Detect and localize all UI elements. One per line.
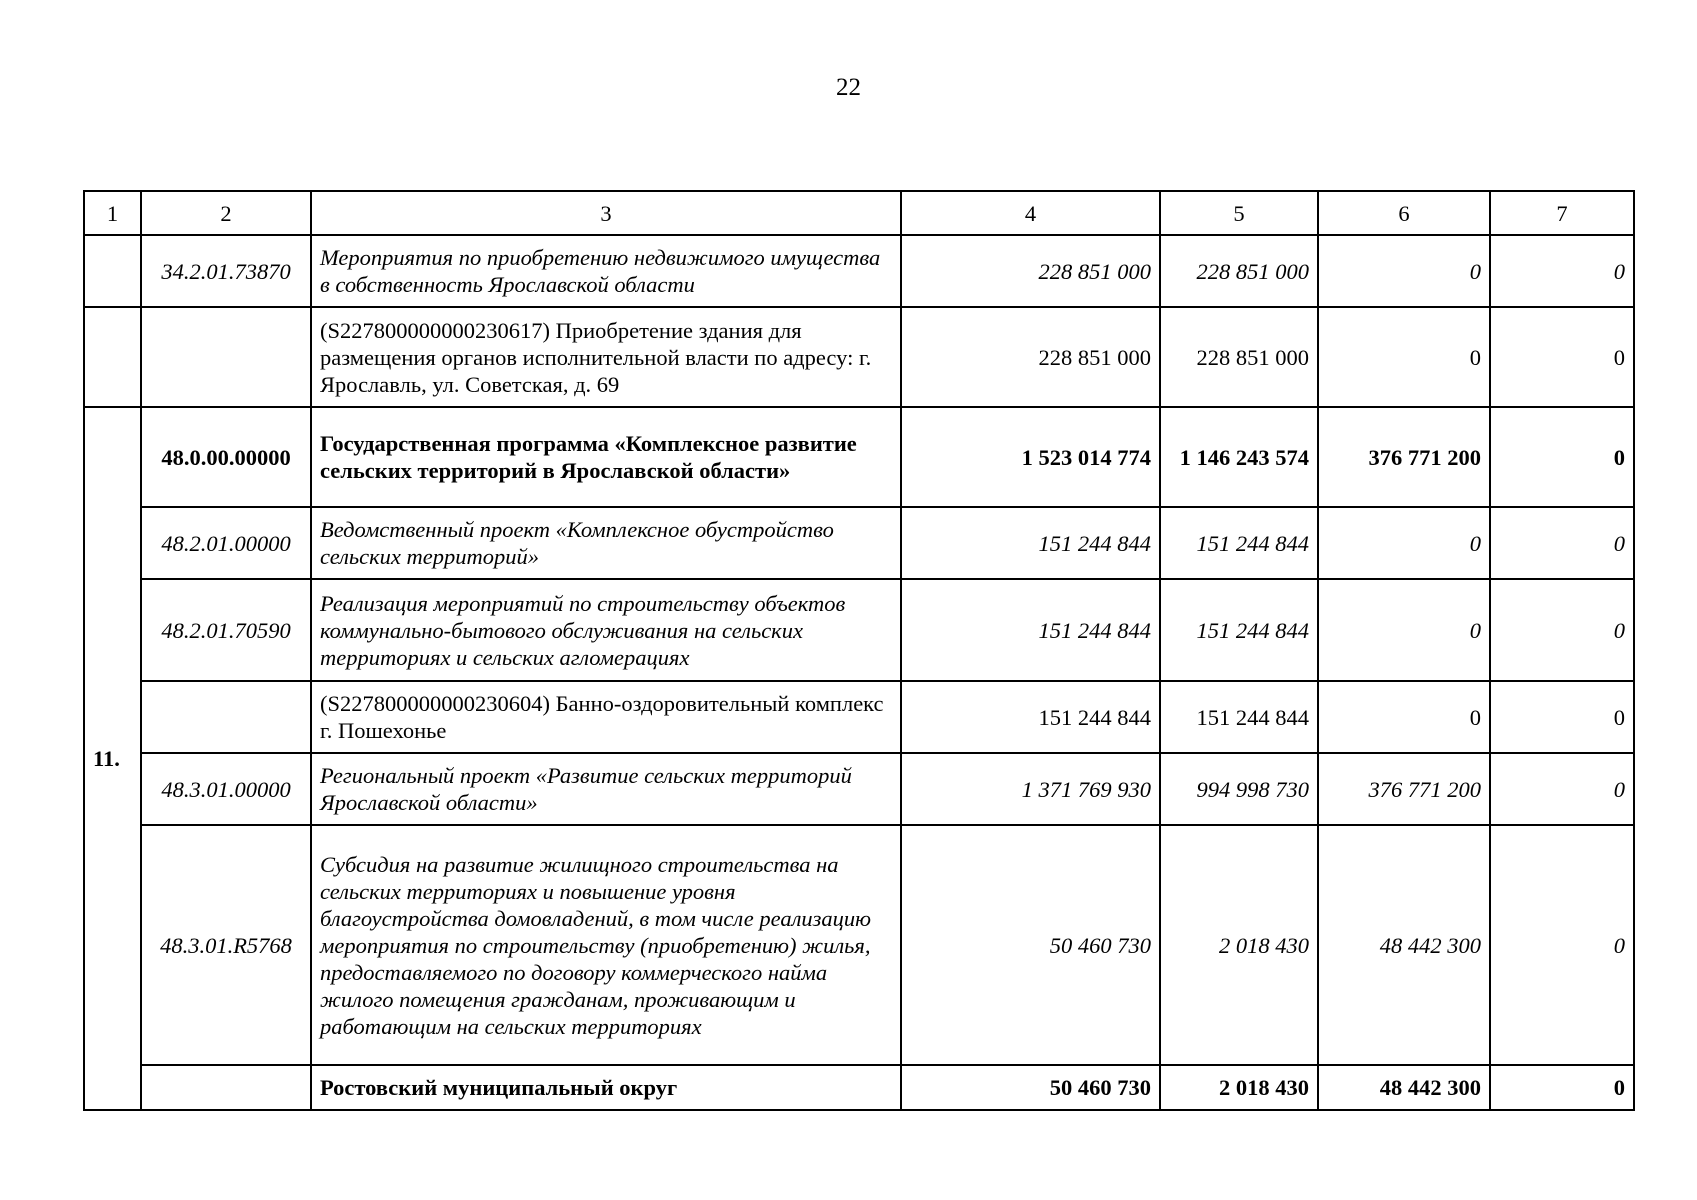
amount-cell: 0: [1490, 307, 1634, 407]
header-cell: 4: [901, 191, 1160, 235]
amount-cell: 151 244 844: [901, 579, 1160, 681]
table-row: [84, 507, 1634, 579]
table-row: [84, 307, 1634, 407]
header-cell: 2: [141, 191, 311, 235]
amount-cell: 50 460 730: [901, 825, 1160, 1065]
amount-cell: 0: [1318, 681, 1490, 753]
amount-cell: 0: [1490, 407, 1634, 507]
header-cell: 7: [1490, 191, 1634, 235]
name-cell: Мероприятия по приобретению недвижимого имущества в собственность Ярославской области: [311, 235, 901, 307]
amount-cell: 2 018 430: [1160, 825, 1318, 1065]
table-row: [84, 579, 1634, 681]
amount-cell: 228 851 000: [1160, 307, 1318, 407]
header-cell: 6: [1318, 191, 1490, 235]
amount-cell: 0: [1318, 235, 1490, 307]
amount-cell: 151 244 844: [901, 681, 1160, 753]
amount-cell: 0: [1490, 235, 1634, 307]
name-cell: Ростовский муниципальный округ: [311, 1065, 901, 1110]
table-row: [84, 235, 1634, 307]
amount-cell: 0: [1318, 307, 1490, 407]
name-cell: (S227800000000230617) Приобретение здания для размещения органов исполнительной власти по адресу: г. Ярославль, ул. Советская, д. 69: [311, 307, 901, 407]
name-cell: Реализация мероприятий по строительству объектов коммунально-бытового обслуживания на сельских территориях и сельских агломерациях: [311, 579, 901, 681]
code-cell: 34.2.01.73870: [141, 235, 311, 307]
amount-cell: 0: [1490, 825, 1634, 1065]
amount-cell: 1 146 243 574: [1160, 407, 1318, 507]
table-row: [84, 1065, 1634, 1110]
name-cell: Ведомственный проект «Комплексное обустройство сельских территорий»: [311, 507, 901, 579]
amount-cell: 228 851 000: [1160, 235, 1318, 307]
amount-cell: 1 371 769 930: [901, 753, 1160, 825]
name-cell: Государственная программа «Комплексное развитие сельских территорий в Ярославской области»: [311, 407, 901, 507]
amount-cell: 376 771 200: [1318, 753, 1490, 825]
code-cell: 48.0.00.00000: [141, 407, 311, 507]
page-number: 22: [836, 74, 861, 101]
name-cell: Региональный проект «Развитие сельских территорий Ярославской области»: [311, 753, 901, 825]
table-row: [84, 407, 1634, 507]
row-number-cell: [84, 235, 141, 307]
amount-cell: 0: [1490, 579, 1634, 681]
amount-cell: 0: [1318, 579, 1490, 681]
table-row: [84, 681, 1634, 753]
amount-cell: 2 018 430: [1160, 1065, 1318, 1110]
amount-cell: 151 244 844: [1160, 507, 1318, 579]
code-cell: 48.2.01.70590: [141, 579, 311, 681]
amount-cell: 48 442 300: [1318, 825, 1490, 1065]
code-cell: [141, 307, 311, 407]
amount-cell: 228 851 000: [901, 235, 1160, 307]
amount-cell: 228 851 000: [901, 307, 1160, 407]
table-row: [84, 825, 1634, 1065]
amount-cell: 0: [1490, 753, 1634, 825]
header-cell: 1: [84, 191, 141, 235]
amount-cell: 50 460 730: [901, 1065, 1160, 1110]
name-cell: (S227800000000230604) Банно-оздоровительный комплекс г. Пошехонье: [311, 681, 901, 753]
name-cell: Субсидия на развитие жилищного строительства на сельских территориях и повышение уровня благоустройства домовладений, в том числе реализацию мероприятия по строительству (приобретению) жилья, предоставляемого по договору коммерческого найма жилого помещения гражданам, проживающим и работающим на сельских территориях: [311, 825, 901, 1065]
code-cell: [141, 681, 311, 753]
budget-table: [83, 190, 1635, 1111]
table-row: [84, 753, 1634, 825]
header-cell: 3: [311, 191, 901, 235]
amount-cell: 376 771 200: [1318, 407, 1490, 507]
table-header-row: [84, 191, 1634, 235]
amount-cell: 0: [1318, 507, 1490, 579]
amount-cell: 0: [1490, 1065, 1634, 1110]
code-cell: 48.3.01.00000: [141, 753, 311, 825]
amount-cell: 994 998 730: [1160, 753, 1318, 825]
header-cell: 5: [1160, 191, 1318, 235]
code-cell: [141, 1065, 311, 1110]
amount-cell: 48 442 300: [1318, 1065, 1490, 1110]
amount-cell: 151 244 844: [901, 507, 1160, 579]
code-cell: 48.3.01.R5768: [141, 825, 311, 1065]
amount-cell: 0: [1490, 681, 1634, 753]
row-number-cell: [84, 307, 141, 407]
code-cell: 48.2.01.00000: [141, 507, 311, 579]
amount-cell: 151 244 844: [1160, 579, 1318, 681]
amount-cell: 0: [1490, 507, 1634, 579]
amount-cell: 151 244 844: [1160, 681, 1318, 753]
amount-cell: 1 523 014 774: [901, 407, 1160, 507]
row-number-cell: 11.: [84, 407, 141, 1110]
